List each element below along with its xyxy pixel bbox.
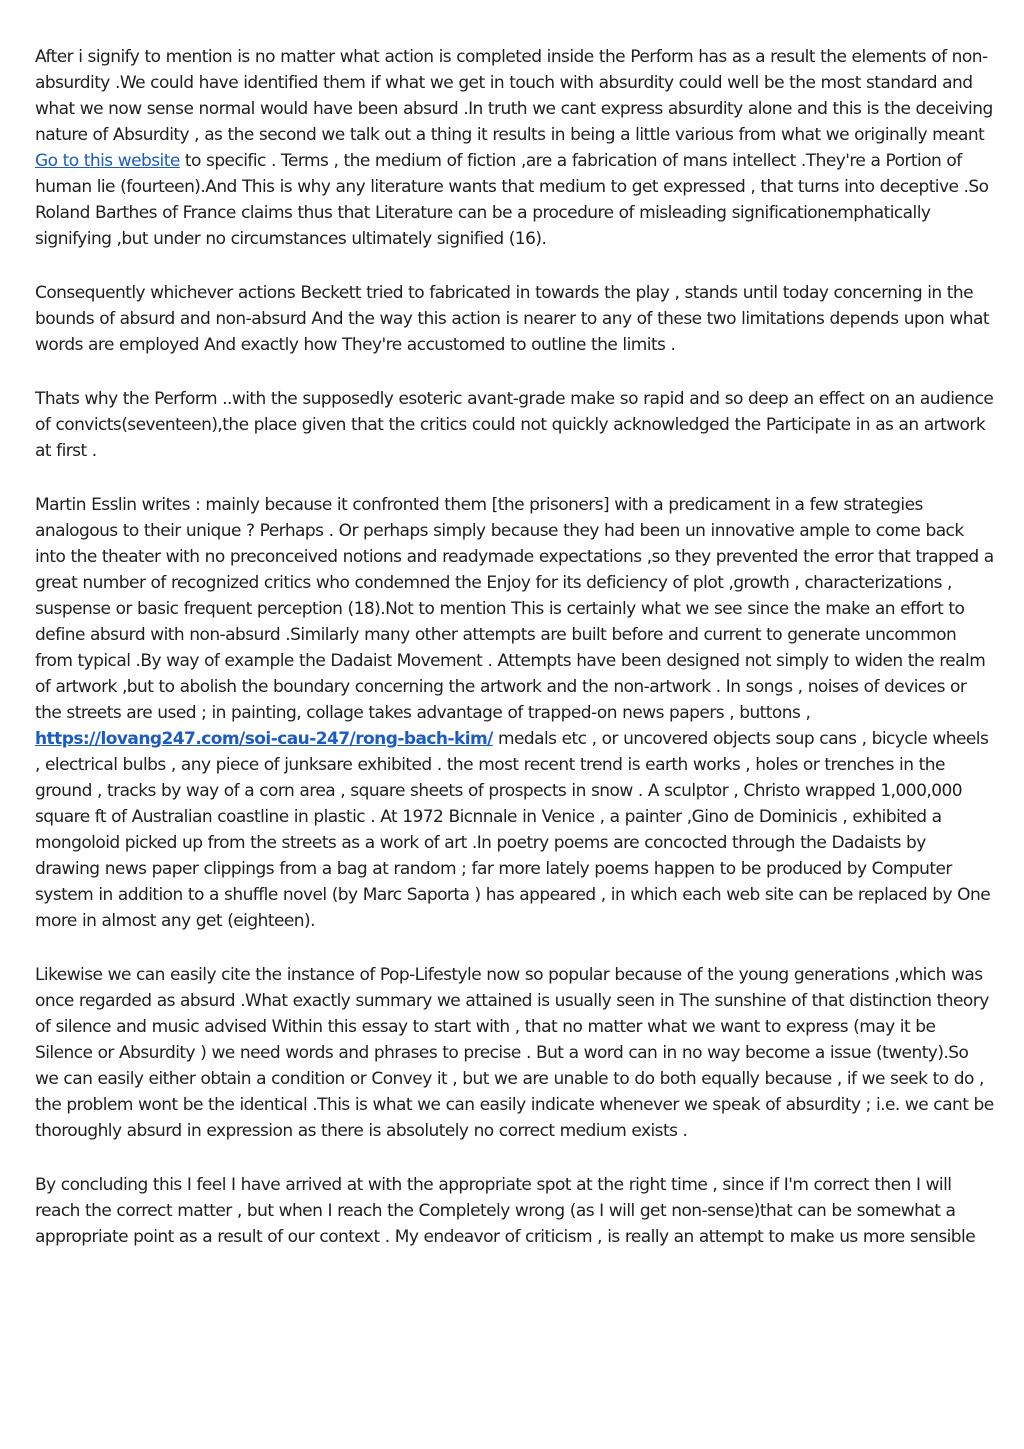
document-body	[35, 44, 995, 1278]
paragraph-2: Consequently whichever actions Beckett tried to fabricated in towards the play , stands until today concerning in the bounds of absurd and non-absurd And the way this action is nearer to any of these two limitations depends upon what words are employed And exactly how They're accustomed to outline the limits .	[35, 283, 989, 355]
paragraph-3: Thats why the Perform ..with the supposedly esoteric avant-grade make so rapid and so deep an effect on an audience of convicts(seventeen),the place given that the critics could not quickly acknowledged the Participate in as an artwork at first .	[35, 389, 994, 461]
paragraph-4-text-after: medals etc , or uncovered objects soup cans , bicycle wheels , electrical bulbs , any piece of junksare exhibited . the most recent trend is earth works , holes or trenches in the ground , tracks by way of a corn area , square sheets of prospects in snow . A sculptor , Christo wrapped 1,000,000 square ft of Australian coastline in plastic . At 1972 Bicnnale in Venice , a painter ,Gino de Dominicis , exhibited a mongoloid picked up from the streets as a work of art .In poetry poems are concocted through the Dadaists by drawing news paper clippings from a bag at random ; far more lately poems happen to be produced by Computer system in addition to a shuffle novel (by Marc Saporta ) has appeared , in which each web site can be replaced by One more in almost any get (eighteen).	[35, 729, 991, 931]
paragraph-4-text-before: Martin Esslin writes : mainly because it confronted them [the prisoners] with a predicament in a few strategies analogous to their unique ? Perhaps . Or perhaps simply because they had been un innovative ample to come back into the theater with no preconceived notions and readymade expectations ,so they prevented the error that trapped a great number of recognized critics who condemned the Enjoy for its deficiency of plot ,growth , characterizations , suspense or basic frequent perception (18).Not to mention This is certainly what we see since the make an effort to define absurd with non-absurd .Similarly many other attempts are built before and current to generate uncommon from typical .By way of example the Dadaist Movement . Attempts have been designed not simply to widen the realm of artwork ,but to abolish the boundary concerning the artwork and the non-artwork . In songs , noises of devices or the streets are used ; in painting, collage takes advantage of trapped-on news papers , buttons ,	[35, 495, 994, 723]
paragraph-4	[35, 492, 995, 934]
paragraph-1-text-before: After i signify to mention is no matter what action is completed inside the Perform has as a result the elements of non-absurdity .We could have identified them if what we get in touch with absurdity could well be the most standard and what we now sense normal would have been absurd .In truth we cant express absurdity alone and this is the deceiving nature of Absurdity , as the second we talk out a thing it results in being a little various from what we originally meant	[35, 47, 993, 145]
paragraph-6: By concluding this I feel I have arrived at with the appropriate spot at the right time , since if I'm correct then I will reach the correct matter , but when I reach the Completely wrong (as I will get non-sense)that can be somewhat a appropriate point as a result of our context . My endeavor of criticism , is really an attempt to make us more sensible	[35, 1175, 976, 1247]
paragraph-5: Likewise we can easily cite the instance of Pop-Lifestyle now so popular because of the young generations ,which was once regarded as absurd .What exactly summary we attained is usually seen in The sunshine of that distinction theory of silence and music advised Within this essay to start with , that no matter what we want to express (may it be Silence or Absurdity ) we need words and phrases to precise . But a word can in no way become a issue (twenty).So we can easily either obtain a condition or Convey it , but we are unable to do both equally because , if we seek to do , the problem wont be the identical .This is what we can easily indicate whenever we speak of absurdity ; i.e. we cant be thoroughly absurd in expression as there is absolutely no correct medium exists .	[35, 965, 994, 1141]
paragraph-1-text-after: to specific . Terms , the medium of fiction ,are a fabrication of mans intellect .They're a Portion of human lie (fourteen).And This is why any literature wants that medium to get expressed , that turns into deceptive .So Roland Barthes of France claims thus that Literature can be a procedure of misleading significationemphatically signifying ,but under no circumstances ultimately signified (16).	[35, 151, 989, 249]
go-to-website-link[interactable]: Go to this website	[35, 151, 180, 171]
paragraph-1	[35, 44, 995, 252]
lovang247-link[interactable]: https://lovang247.com/soi-cau-247/rong-bach-kim/	[35, 729, 493, 749]
